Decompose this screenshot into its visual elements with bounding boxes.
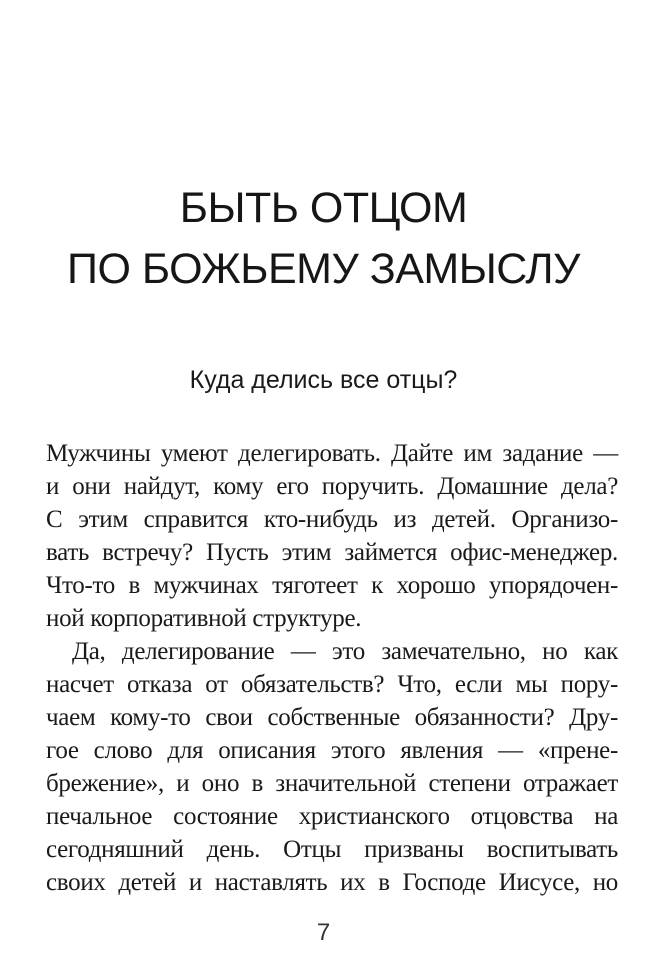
- body-line: брежение», и оно в значительной степени отражает: [46, 770, 618, 797]
- section-heading: Куда делись все отцы?: [189, 366, 458, 394]
- body-line: ной корпоративной структуре.: [46, 605, 362, 632]
- body-line: и они найдут, кому его поручить. Домашние дела?: [46, 473, 618, 500]
- chapter-title-line-1: БЫТЬ ОТЦОМ: [179, 184, 468, 232]
- body-line: чаем кому-то свои собственные обязанности? Дру-: [46, 704, 618, 731]
- body-line: Что-то в мужчинах тяготеет к хорошо упорядочен-: [46, 572, 618, 599]
- page-number: 7: [316, 919, 331, 946]
- body-line: печальное состояние христианского отцовства на: [46, 803, 618, 830]
- body-line: своих детей и наставлять их в Господе Иисусе, но: [46, 869, 618, 896]
- body-line: С этим справится кто-нибудь из детей. Организо-: [46, 506, 618, 533]
- body-line: сегодняшний день. Отцы призваны воспитывать: [46, 836, 618, 863]
- body-line: гое слово для описания этого явления — «прене-: [46, 737, 618, 764]
- body-line: насчет отказа от обязательств? Что, если мы пору-: [46, 671, 618, 698]
- body-line: Мужчины умеют делегировать. Дайте им задание —: [46, 440, 618, 467]
- chapter-title-line-2: ПО БОЖЬЕМУ ЗАМЫСЛУ: [67, 245, 580, 293]
- body-line: Да, делегирование — это замечательно, но как: [72, 638, 618, 665]
- body-line: вать встречу? Пусть этим займется офис-менеджер.: [46, 539, 618, 566]
- body-text: [46, 437, 618, 899]
